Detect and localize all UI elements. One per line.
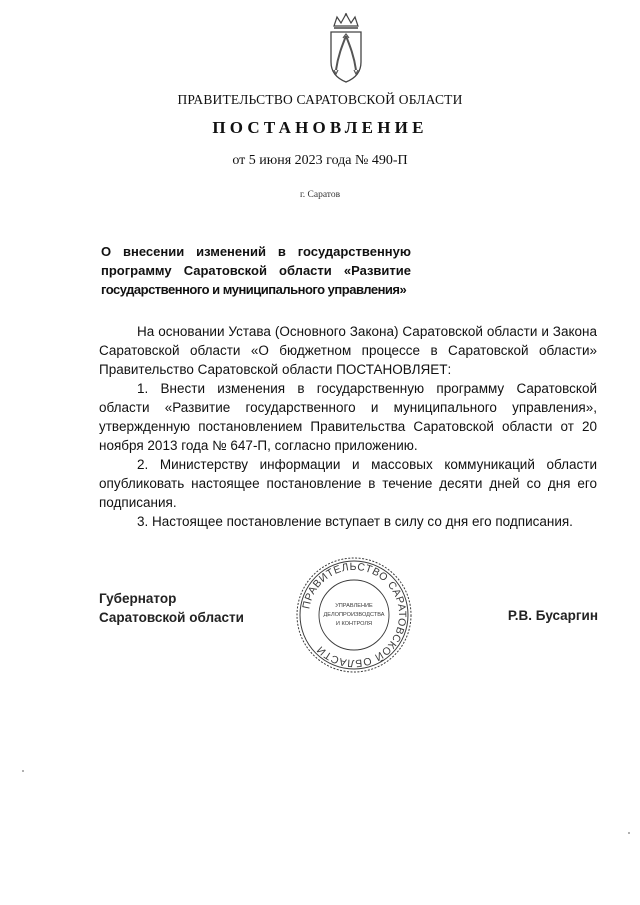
resolution-item-3: 3. Настоящее постановление вступает в силу со дня его подписания. xyxy=(137,514,573,529)
subject-line: программу Саратовской области «Развитие xyxy=(101,263,411,278)
svg-text:И КОНТРОЛЯ: И КОНТРОЛЯ xyxy=(335,621,373,627)
resolution-item-1: 1. Внести изменения в государственную программу Саратовской области «Развитие государственного и муниципального управления», утвержденную постановлением Правительства Саратовской области от 20 ноября 2013 года № 647-П, согласно приложению. xyxy=(99,381,597,453)
document-type: ПОСТАНОВЛЕНИЕ xyxy=(212,118,428,137)
document-subject xyxy=(101,242,411,299)
official-seal-icon xyxy=(294,555,414,675)
document-city: г. Саратов xyxy=(299,190,341,200)
preamble-paragraph: На основании Устава (Основного Закона) Саратовской области и Закона Саратовской области «О бюджетном процессе в Саратовской области» Правительство Саратовской области ПОСТАНОВЛЯЕТ: xyxy=(99,324,597,377)
organization-name: ПРАВИТЕЛЬСТВО САРАТОВСКОЙ ОБЛАСТИ xyxy=(177,92,463,107)
resolution-item-2: 2. Министерству информации и массовых коммуникаций области опубликовать настоящее постановление в течение десяти дней со дня его подписания. xyxy=(99,457,597,510)
coat-of-arms-icon xyxy=(325,12,367,84)
signatory-position-line: Губернатор xyxy=(99,591,177,606)
subject-line: государственного и муниципального управления» xyxy=(101,282,407,297)
signatory-position-line: Саратовской области xyxy=(99,610,244,625)
subject-line: О внесении изменений в государственную xyxy=(101,244,411,259)
document-date-number: от 5 июня 2023 года № 490-П xyxy=(232,153,408,168)
svg-text:ДЕЛОПРОИЗВОДСТВА: ДЕЛОПРОИЗВОДСТВА xyxy=(323,612,385,618)
scan-speck xyxy=(628,832,630,834)
document-body xyxy=(99,322,597,531)
signatory-position xyxy=(99,589,244,627)
svg-text:ПРАВИТЕЛЬСТВО САРАТОВСКОЙ ОБЛА: ПРАВИТЕЛЬСТВО САРАТОВСКОЙ ОБЛАСТИ xyxy=(300,560,409,670)
scan-speck xyxy=(22,770,24,772)
svg-text:УПРАВЛЕНИЕ: УПРАВЛЕНИЕ xyxy=(335,603,373,609)
signatory-name: Р.В. Бусаргин xyxy=(507,608,598,623)
